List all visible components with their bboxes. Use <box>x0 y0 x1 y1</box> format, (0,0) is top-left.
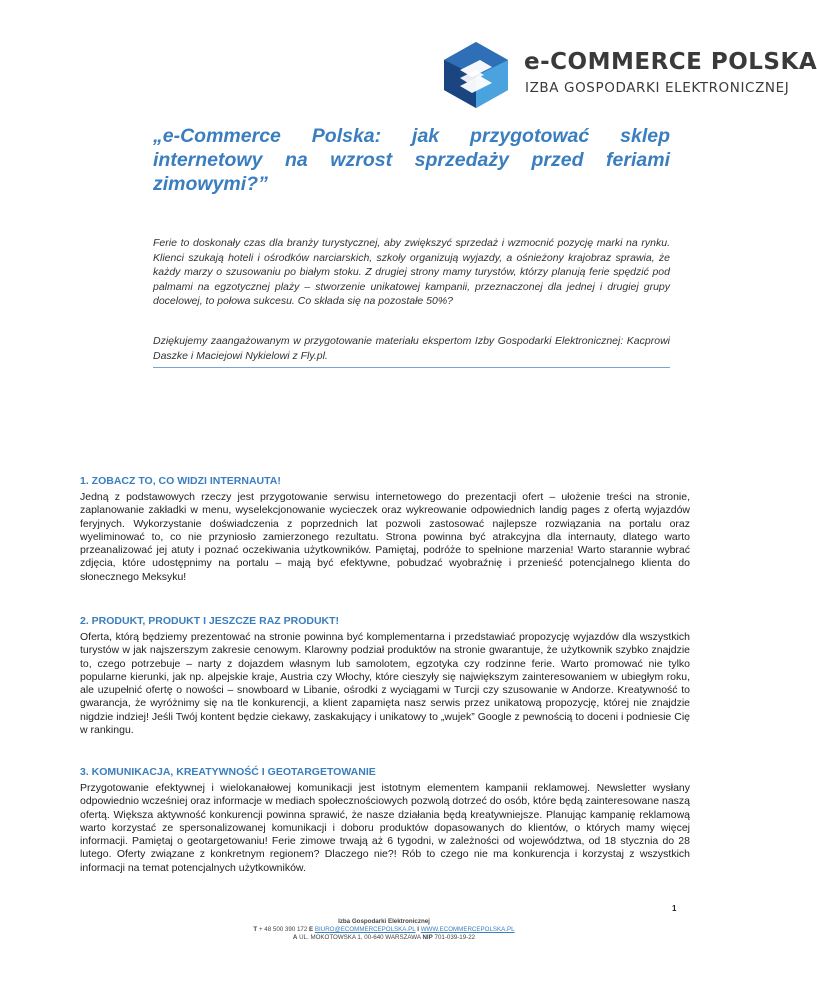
logo <box>436 40 817 108</box>
footer-email-label: E <box>309 926 314 933</box>
acknowledgement-paragraph: Dziękujemy zaangażowanym w przygotowanie materiału ekspertom Izby Gospodarki Elektronicznej: Kacprowi Daszke i Maciejowi Nykielowi z Fly.pl. <box>153 335 670 362</box>
footer-nip-label: NIP <box>422 934 433 941</box>
page-number: 1 <box>672 904 677 913</box>
footer-address-label: A <box>292 934 298 941</box>
footer <box>0 918 768 942</box>
section-heading: 3. KOMUNIKACJA, KREATYWNOŚĆ I GEOTARGETOWANIE <box>80 766 376 778</box>
section-1 <box>80 475 690 584</box>
footer-www-link[interactable]: WWW.ECOMMERCEPOLSKA.PL <box>420 926 515 933</box>
footer-org: Izba Gospodarki Elektronicznej <box>338 918 430 925</box>
section-3 <box>80 766 690 875</box>
footer-address: UL. MOKOTOWSKA 1, 00-640 WARSZAWA <box>299 934 421 941</box>
footer-nip: 701-039-19-22 <box>434 934 476 941</box>
section-heading: 2. PRODUKT, PRODUKT I JESZCZE RAZ PRODUKT! <box>80 615 340 627</box>
section-heading: 1. ZOBACZ TO, CO WIDZI INTERNAUTA! <box>80 475 281 487</box>
logo-title: e-COMMERCE POLSKA <box>524 49 817 75</box>
section-2 <box>80 615 690 737</box>
footer-phone: + 48 500 390 172 <box>258 926 308 933</box>
footer-separator: I <box>417 926 419 933</box>
footer-email-link[interactable]: BIURO@ECOMMERCEPOLSKA.PL <box>314 926 416 933</box>
divider <box>153 367 670 368</box>
footer-address-line <box>0 934 768 942</box>
section-body: Oferta, którą będziemy prezentować na stronie powinna być komplementarna i przedstawiać propozycję wyjazdów dla wszystkich turystów w jak najszerszym zakresie cenowym. Klarowny podział produktów na stronie gwarantuje, że użytkownik szybko znajdzie to, czego potrzebuje – narty z dojazdem własnym lub samolotem, egzotyka czy rodzinne ferie. Warto promować nie tylko popularne kierunki, jak np. alpejskie kraje, Austria czy Włochy, które cieszyły się największym zainteresowaniem w ubiegłym roku, ale uzupełnić ofertę o nowości – snowboard w Libanie, ośrodki z wyciągami w Turcji czy szusowanie w Andorze. Kreatywność to gwarancja, że wyróżnimy się na tle konkurencji, a klient zapamięta nasz serwis przez unikatową propozycję, której nie znajdzie nigdzie indziej! Jeśli Twój kontent będzie ciekawy, zaskakujący i unikatowy to „wujek” Google z pewnością to doceni i podniesie Cię w rankingu. <box>80 631 690 737</box>
footer-contact-line <box>0 926 768 934</box>
intro-paragraph: Ferie to doskonały czas dla branży turystycznej, aby zwiększyć sprzedaż i wzmocnić pozycję marki na rynku. Klienci szukają hoteli i ośrodków narciarskich, szkoły organizują wyjazdy, a ośnieżony krajobraz sprawia, że każdy marzy o szusowaniu po białym stoku. Z drugiej strony mamy turystów, którzy planują ferie spędzić pod palmami na egzotycznej plaży – stworzenie unikatowej kampanii, przeznaczonej dla jednej i drugiej grupy docelowej, to połowa sukcesu. Co składa się na pozostałe 50%? <box>153 237 670 308</box>
section-body: Przygotowanie efektywnej i wielokanałowej komunikacji jest istotnym elementem kampanii reklamowej. Newsletter wysłany odpowiednio wcześniej oraz informacje w mediach społecznościowych pozwolą dotrzeć do osób, które będą zainteresowane naszą ofertą. Większa aktywność konkurencji powinna sprawić, że nasze działania będą kreatywniejsze. Planując kampanię reklamową warto korzystać ze spersonalizowanej komunikacji i doboru produktów dopasowanych do klientów, o których mamy więcej informacji. Pamiętaj o geotargetowaniu! Ferie zimowe trwają aż 6 tygodni, w zależności od województwa, od 18 stycznia do 28 lutego. Oferty związane z konkretnym regionem? Dlaczego nie?! Rób to czego nie ma konkurencja i korzystaj z wszystkich informacji na temat potencjalnych użytkowników. <box>80 782 690 874</box>
section-body: Jedną z podstawowych rzeczy jest przygotowanie serwisu internetowego do prezentacji ofert – ułożenie treści na stronie, zaplanowanie zakładki w menu, wyselekcjonowanie wycieczek oraz wykreowanie odpowiednich landig pages z ofertą wyjazdów feryjnych. Wykorzystanie doświadczenia z poprzednich lat pozwoli zastosować najlepsze rozwiązania na portalu oraz wyeliminować to, co nie przyniosło zamierzonego rezultatu. Strona powinna być atrakcyjna dla internauty, dlatego warto przeanalizować jej atuty i poznać oczekiwania użytkowników. Pamiętaj, podróże to spełnione marzenia! Warto starannie wybrać zdjęcia, które udostępnimy na portalu – mają być efektywne, pobudzać wyobraźnię i przenieść potencjalnego klienta do słonecznego Meksyku! <box>80 491 690 583</box>
logo-subtitle: IZBA GOSPODARKI ELEKTRONICZNEJ <box>525 80 790 96</box>
document-title: „e-Commerce Polska: jak przygotować sklep internetowy na wzrost sprzedaży przed feriami zimowymi?” <box>153 125 670 195</box>
footer-phone-label: T <box>253 926 258 933</box>
ecommerce-polska-logo-mark <box>436 40 516 108</box>
